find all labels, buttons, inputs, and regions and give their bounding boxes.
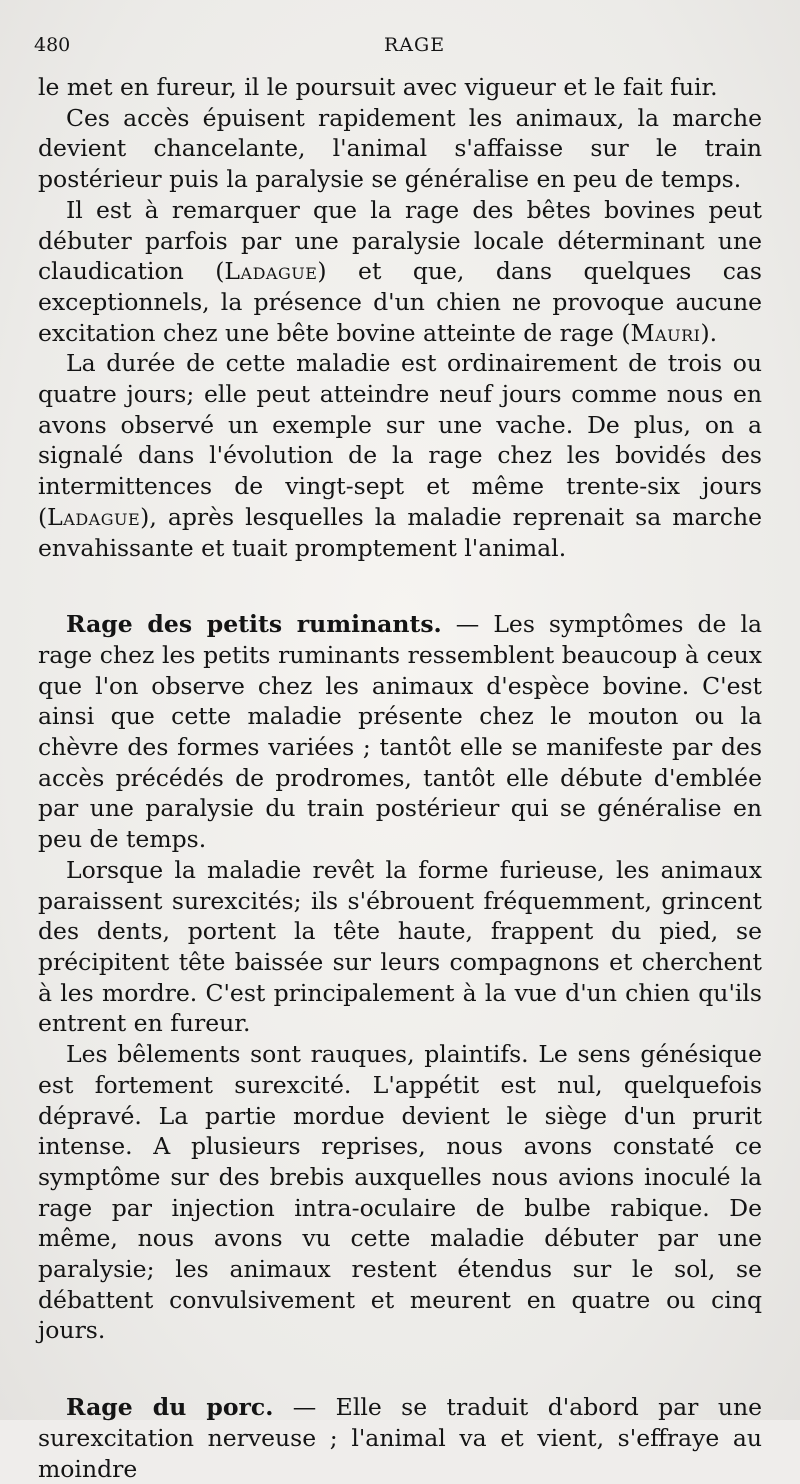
author-name: Ladague <box>224 257 318 286</box>
author-name: Mauri <box>630 318 701 347</box>
page-number: 480 <box>34 34 71 56</box>
running-title: RAGE <box>384 34 446 56</box>
paragraph-text: ), après lesquelles la maladie reprenait sa marche envahissante et tuait promptement l'animal. <box>38 502 762 562</box>
paragraph <box>38 855 762 1039</box>
paragraph <box>38 72 762 103</box>
paragraph <box>38 348 762 563</box>
body-text <box>38 72 762 1484</box>
section-paragraph <box>38 1392 762 1484</box>
author-name: Ladague <box>47 502 141 531</box>
paragraph-text: ) et que, dans quelques cas exceptionnels, la présence d'un chien ne provoque aucune excitation chez une bête bovine atteinte de rage ( <box>38 257 762 347</box>
section-heading: Rage du porc. <box>66 1393 274 1422</box>
paragraph <box>38 103 762 195</box>
paragraph <box>38 195 762 349</box>
paragraph-text: Ces accès épuisent rapidement les animaux, la marche devient chancelante, l'animal s'affaisse sur le train postérieur puis la paralysie se généralise en peu de temps. <box>38 103 762 194</box>
page-header <box>34 34 760 60</box>
paragraph-text: Il est à remarquer que la rage des bêtes bovines peut débuter parfois par une paralysie locale déterminant une claudication ( <box>38 195 762 286</box>
paragraph <box>38 1039 762 1346</box>
section-paragraph <box>38 609 762 855</box>
paragraph-text: La durée de cette maladie est ordinairement de trois ou quatre jours; elle peut atteindre neuf jours comme nous en avons observé un exemple sur une vache. De plus, on a signalé dans l'évolution de la rage chez les bovidés des intermittences de vingt-sept et même trente-six jours ( <box>38 349 762 531</box>
paragraph-text: — Les symptômes de la rage chez les petits ruminants ressemblent beaucoup à ceux que l'on observe chez les animaux d'espèce bovine. C'est ainsi que cette maladie présente chez le mouton ou la chèvre des formes variées ; tantôt elle se manifeste par des accès précédés de prodromes, tantôt elle débute d'emblée par une paralysie du train postérieur qui se généralise en peu de temps. <box>38 610 763 854</box>
paragraph-text: — Elle se traduit d'abord par une surexcitation nerveuse ; l'animal va et vient, s'effraye au moindre <box>38 1393 762 1483</box>
paragraph-text: Les bêlements sont rauques, plaintifs. Le sens génésique est fortement surexcité. L'appétit est nul, quelquefois dépravé. La partie mordue devient le siège d'un prurit intense. A plusieurs reprises, nous avons constaté ce symptôme sur des brebis auxquelles nous avions inoculé la rage par injection intra-oculaire de bulbe rabique. De même, nous avons vu cette maladie débuter par une paralysie; les animaux restent étendus sur le sol, se débattent convulsivement et meurent en quatre ou cinq jours. <box>38 1040 762 1345</box>
paragraph-text: ). <box>700 318 718 347</box>
paragraph-text: le met en fureur, il le poursuit avec vigueur et le fait fuir. <box>38 73 718 101</box>
paragraph-text: Lorsque la maladie revêt la forme furieuse, les animaux paraissent surexcités; ils s'ébrouent fréquemment, grincent des dents, portent la tête haute, frappent du pied, se précipitent tête baissée sur leurs compagnons et cherchent à les mordre. C'est principalement à la vue d'un chien qu'ils entrent en fureur. <box>38 855 762 1038</box>
section-heading: Rage des petits ruminants. <box>66 610 442 639</box>
